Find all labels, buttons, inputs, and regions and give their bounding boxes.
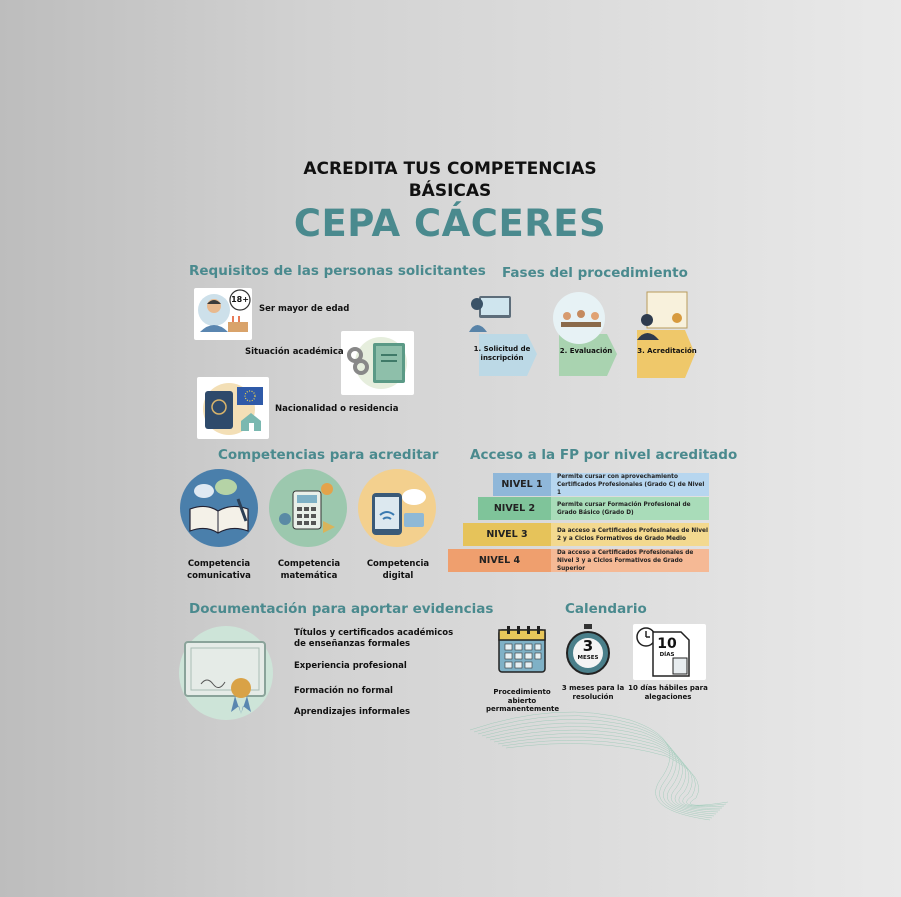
fases-diagram: [467, 290, 717, 382]
clock-number: 3: [582, 637, 594, 655]
clock-unit: MESES: [577, 655, 599, 661]
nivel-3-step: NIVEL 3: [463, 523, 551, 546]
page-title: CEPA CÁCERES: [293, 202, 607, 245]
documento-item: Aprendizajes informales: [294, 707, 411, 717]
academic-books-icon: [341, 331, 414, 395]
calculator-icon: [269, 469, 347, 547]
fases-heading: Fases del procedimiento: [502, 265, 688, 281]
competencias-heading: Competencias para acreditar: [218, 447, 439, 463]
competencia-label: Competencia matemática: [277, 559, 341, 581]
acceso-heading: Acceso a la FP por nivel acreditado: [470, 447, 738, 463]
title-line-2: BÁSICAS: [408, 181, 492, 201]
requisito-label: Situación académica: [245, 347, 344, 357]
fase-step-1: 1. Solicitud de inscripción: [473, 345, 531, 362]
book-pen-icon: [180, 469, 258, 547]
certificate-icon: [179, 626, 273, 720]
calendario-item: 3 meses para la resolución: [561, 684, 625, 701]
documento-item: Formación no formal: [294, 686, 393, 696]
fase-step-2: 2. Evaluación: [559, 347, 613, 355]
nivel-4-step: NIVEL 4: [448, 549, 551, 572]
title-line-1: ACREDITA TUS COMPETENCIAS: [303, 159, 597, 179]
requisito-label: Ser mayor de edad: [259, 304, 350, 314]
calendario-item: Procedimiento abierto permanentemente: [486, 688, 560, 713]
documento-item: Experiencia profesional: [294, 661, 407, 671]
age-badge: 18+: [231, 295, 249, 304]
doc-unit: DÍAS: [659, 652, 675, 658]
nivel-3-desc: Da acceso a Certificados Profesinales de Nivel 2 y a Ciclos Formativos de Grado Medio: [551, 523, 709, 546]
passport-residence-icon: [197, 377, 269, 439]
nivel-2-step: NIVEL 2: [478, 497, 551, 520]
adult-person-icon: [194, 288, 252, 340]
competencia-label: Competencia digital: [366, 559, 430, 581]
calendario-heading: Calendario: [565, 601, 647, 617]
documentacion-heading: Documentación para aportar evidencias: [189, 601, 494, 617]
documento-item: Títulos y certificados académicos de enseñanzas formales: [294, 628, 454, 649]
doc-number: 10: [657, 636, 677, 652]
nivel-1-step: NIVEL 1: [493, 473, 551, 496]
calendario-item: 10 días hábiles para alegaciones: [628, 684, 708, 701]
requisito-label: Nacionalidad o residencia: [275, 404, 399, 414]
digital-devices-icon: [358, 469, 436, 547]
nivel-4-desc: Da acceso a Certificados Profesionales de Nivel 3 y a Ciclos Formativos de Grado Superior: [551, 549, 709, 572]
nivel-2-desc: Permite cursar Formación Profesional de Grado Básico (Grado D): [551, 497, 709, 520]
nivel-1-desc: Permite cursar con aprovechamiento Certificados Profesionales (Grado C) de Nivel 1: [551, 473, 709, 496]
requisitos-heading: Requisitos de las personas solicitantes: [189, 263, 486, 279]
competencia-label: Competencia comunicativa: [187, 559, 251, 581]
decorative-wave: [460, 637, 740, 830]
fase-step-3: 3. Acreditación: [637, 347, 697, 355]
